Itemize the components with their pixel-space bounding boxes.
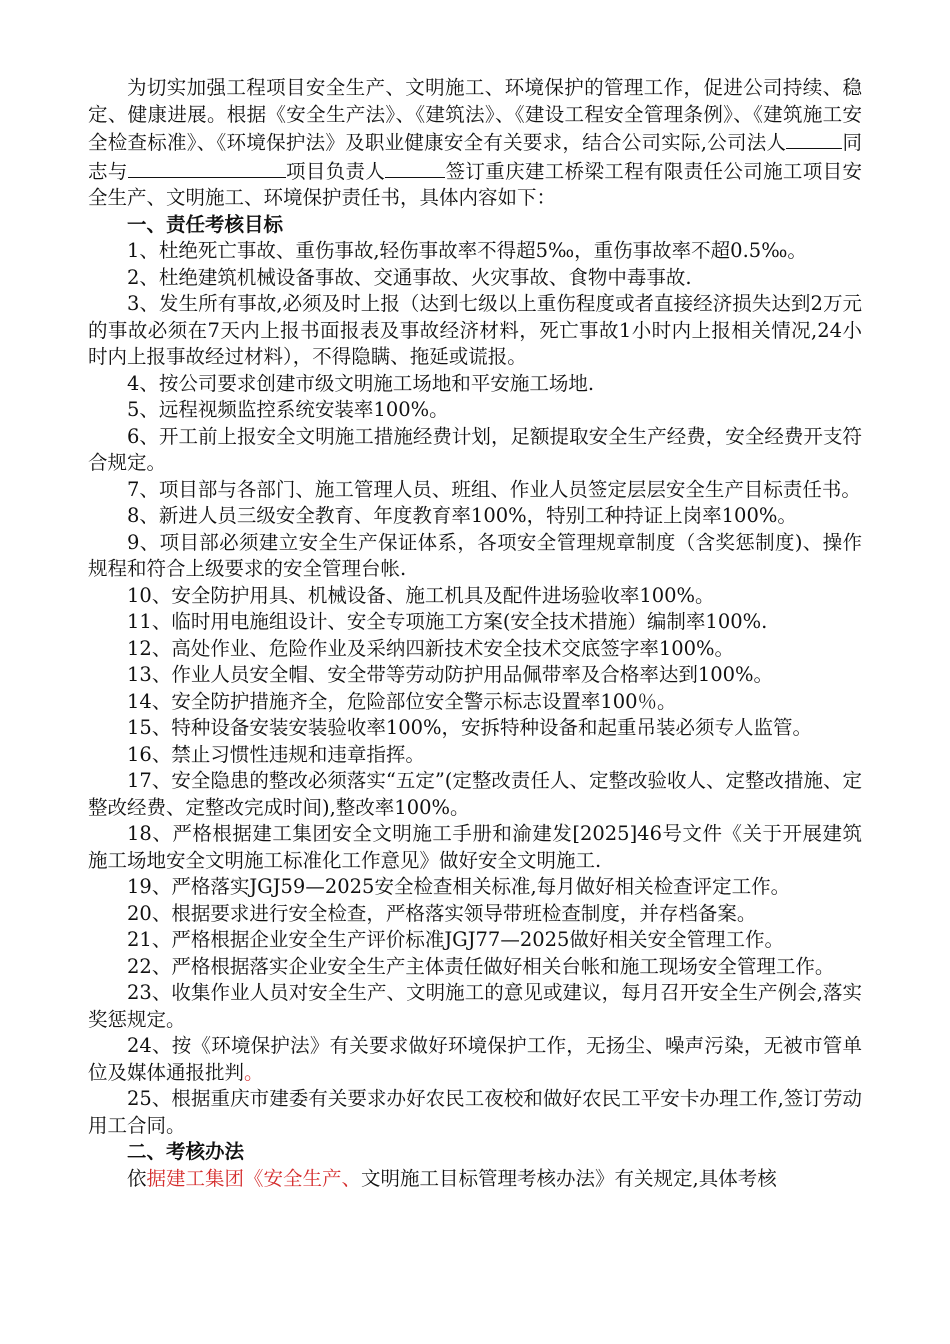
list-item-text: 15、特种设备安装安装验收率100%，安拆特种设备和起重吊装必须专人监管。 [127, 716, 813, 739]
list-item-text: 6、开工前上报安全文明施工措施经费计划，足额提取安全生产经费，安全经费开支符合规定。 [88, 424, 862, 474]
legal-rep-blank [786, 128, 842, 149]
list-item-text: 18、严格根据建工集团安全文明施工手册和渝建发[2025]46号文件《关于开展建筑施工场地安全文明施工标准化工作意见》做好安全文明施工. [88, 822, 862, 872]
list-item-25: 25、根据重庆市建委有关要求办好农民工夜校和做好农民工平安卡办理工作,签订劳动用工合同。 [88, 1087, 862, 1137]
list-item-text: 14、安全防护措施齐全，危险部位安全警示标志设置率100％。 [127, 689, 677, 713]
list-item-text: 19、严格落实JGJ59—2025安全检查相关标准,每月做好相关检查评定工作。 [127, 875, 791, 898]
list-item-text: 24、按《环境保护法》有关要求做好环境保护工作，无扬尘、噪声污染，无被市管单位及媒体通报批判 [88, 1034, 862, 1084]
list-item-17 [88, 768, 862, 821]
list-item-text: 8、新进人员三级安全教育、年度教育率100%，特别工种持证上岗率100%。 [127, 504, 797, 527]
section2-text-start: 依 [127, 1166, 147, 1190]
list-item-10 [88, 583, 862, 610]
list-item-15 [88, 715, 862, 742]
list-item-19 [88, 874, 862, 901]
list-item-text: 22、严格根据落实企业安全生产主体责任做好相关台帐和施工现场安全管理工作。 [127, 954, 835, 978]
list-item-text: 13、作业人员安全帽、安全带等劳动防护用品佩带率及合格率达到100%。 [127, 663, 774, 686]
list-item-9 [88, 530, 862, 583]
list-item-text: 1、杜绝死亡事故、重伤事故,轻伤事故率不得超5‰，重伤事故率不超0.5‰。 [127, 239, 807, 262]
list-item-4 [88, 371, 862, 398]
list-item-text: 10、安全防护用具、机械设备、施工机具及配件进场验收率100%。 [127, 583, 715, 607]
list-item-3 [88, 291, 862, 371]
list-item-5 [88, 397, 862, 424]
list-item-21 [88, 927, 862, 954]
section2-heading: 二、考核办法 [127, 1140, 245, 1163]
list-item-7 [88, 477, 862, 504]
list-item-13 [88, 662, 862, 689]
list-item-16 [88, 742, 862, 769]
intro-text-2: 同志与 [88, 131, 862, 183]
list-item-24 [88, 1033, 862, 1086]
list-item-text: 23、收集作业人员对安全生产、文明施工的意见或建议，每月召开安全生产例会,落实奖惩规定。 [88, 981, 862, 1031]
list-item-text: 21、严格根据企业安全生产评价标准JGJ77—2025做好相关安全管理工作。 [127, 928, 784, 951]
intro-text-3: 项目负责人 [285, 159, 386, 183]
section2-text-highlight: 据建工集团《安全生产、 [146, 1166, 362, 1190]
list-item-text: 4、按公司要求创建市级文明施工场地和平安施工场地. [127, 371, 595, 395]
target-list [88, 238, 862, 1086]
list-item-text: 16、禁止习惯性违规和违章指挥。 [127, 742, 425, 766]
list-item-18 [88, 821, 862, 874]
project-manager-blank [385, 157, 445, 178]
list-item-8 [88, 503, 862, 530]
list-item-text: 20、根据要求进行安全检查，严格落实领导带班检查制度，并存档备案。 [127, 901, 757, 925]
list-item-11 [88, 609, 862, 636]
list-item-14 [88, 689, 862, 716]
intro-text-1: 为切实加强工程项目安全生产、文明施工、环境保护的管理工作，促进公司持续、稳定、健康进展。根据《安全生产法》、《建筑法》、《建设工程安全管理条例》、《建筑施工安全检查标准》、《环境保护法》及职业健康安全有关要求，结合公司实际,公司法人 [88, 76, 862, 154]
list-item-12 [88, 636, 862, 663]
list-item-end-mark: 。 [244, 1060, 264, 1084]
list-item-6 [88, 424, 862, 477]
list-item-text: 2、杜绝建筑机械设备事故、交通事故、火灾事故、食物中毒事故. [127, 265, 692, 289]
list-item-text: 12、高处作业、危险作业及采纳四新技术安全技术交底签字率100%。 [127, 636, 735, 660]
list-item-2 [88, 265, 862, 292]
list-item-text: 3、发生所有事故,必须及时上报（达到七级以上重伤程度或者直接经济损失达到2万元的事故必须在7天内上报书面报表及事故经济材料，死亡事故1小时内上报相关情况,24小时内上报事故经过材料），不得隐瞒、拖延或谎报。 [88, 292, 862, 368]
list-item-text: 5、远程视频监控系统安装率100%。 [127, 398, 449, 421]
section2-paragraph [88, 1166, 862, 1193]
list-item-text: 9、项目部必须建立安全生产保证体系，各项安全管理规章制度（含奖惩制度)、操作规程和符合上级要求的安全管理台帐. [88, 530, 862, 580]
document-page [88, 75, 862, 1192]
section2-text-end: 文明施工目标管理考核办法》有关规定,具体考核 [361, 1166, 777, 1190]
list-item-text: 11、临时用电施组设计、安全专项施工方案(安全技术措施）编制率100%. [127, 610, 768, 633]
list-item-1 [88, 238, 862, 265]
intro-paragraph [88, 75, 862, 212]
party-blank [128, 157, 286, 178]
list-item-text: 7、项目部与各部门、施工管理人员、班组、作业人员签定层层安全生产目标责任书。 [127, 477, 861, 501]
list-item-22 [88, 954, 862, 981]
section1-heading: 一、责任考核目标 [127, 212, 284, 236]
intro-text-4: 签订重庆建工桥梁工程有限责任公司施工项目安全生产、文明施工、环境保护责任书，具体内容如下： [88, 159, 862, 209]
list-item-20 [88, 901, 862, 928]
list-item-23 [88, 980, 862, 1033]
list-item-text: 17、安全隐患的整改必须落实“五定”(定整改责任人、定整改验收人、定整改措施、定整改经费、定整改完成时间),整改率100%。 [88, 769, 862, 819]
